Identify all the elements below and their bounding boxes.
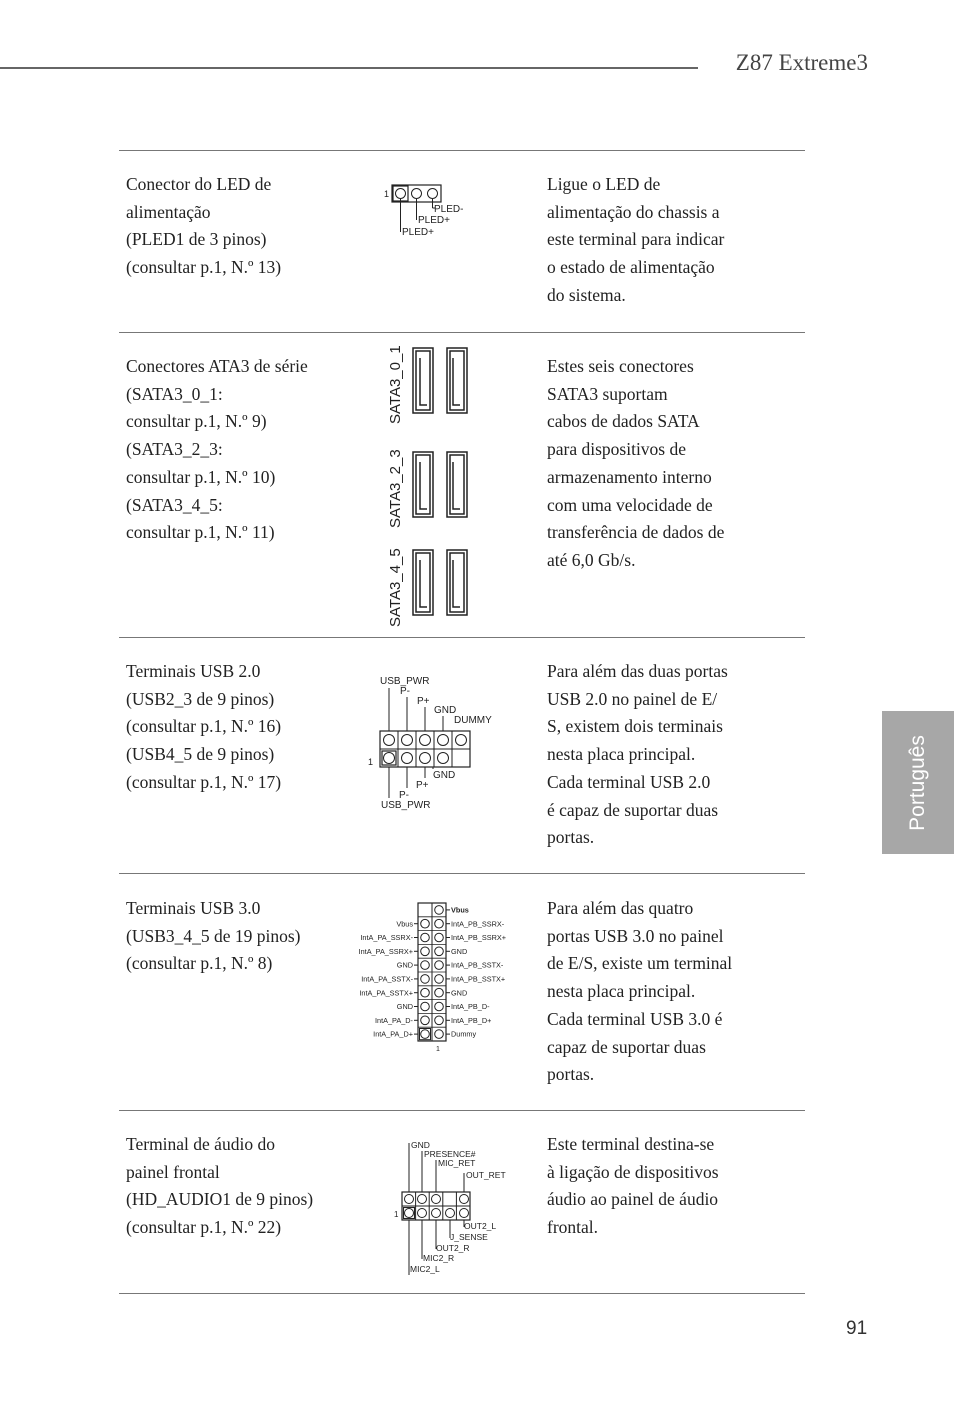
sata-port [447,452,467,517]
pin-label: GND [451,946,468,956]
sata-connector-pair [413,550,467,615]
text-line: (consultar p.1, N.º 17) [126,771,282,792]
table-rule [119,1293,805,1294]
page-number: 91 [846,1318,868,1339]
text-line: (SATA3_0_1: [126,383,223,404]
text-line: Terminais USB 2.0 [126,661,261,681]
pin1-label: 1 [394,1210,399,1219]
text-line: (PLED1 de 3 pinos) [126,229,267,250]
table-rule [119,637,805,638]
usb2-pinout-diagram [362,670,512,815]
text-line: Cada terminal USB 2.0 [547,771,711,792]
text-line: painel frontal [126,1161,220,1182]
table-rule [119,150,805,151]
text-line: consultar p.1, N.º 9) [126,411,267,432]
text-line: (SATA3_2_3: [126,439,223,460]
table-rule [119,332,805,333]
text-line: com uma velocidade de [547,494,713,515]
text-line: (consultar p.1, N.º 13) [126,257,282,278]
text-line: Ligue o LED de [547,174,661,194]
pin-label: IntA_PB_SSRX+ [451,933,506,943]
usb3-explanation [547,895,732,1089]
pin-label: P+ [417,696,430,707]
text-line: frontal. [547,1217,599,1238]
text-line: consultar p.1, N.º 11) [126,522,275,543]
sata-explanation [547,353,724,575]
audio-pinout-diagram [390,1135,520,1280]
sata-port [447,550,467,615]
pin1-label: 1 [368,757,374,767]
audio-description [126,1131,313,1242]
sata-port [413,348,433,413]
text-line: do sistema. [547,284,626,305]
pled-explanation [547,171,724,310]
audio-explanation [547,1131,719,1242]
text-line: (consultar p.1, N.º 22) [126,1217,282,1238]
pled-description [126,171,281,282]
pin-label: IntA_PA_D+ [373,1029,413,1039]
pin-label: Vbus [451,905,469,915]
pin-label: IntA_PA_SSTX+ [359,988,413,998]
text-line: (USB3_4_5 de 19 pinos) [126,925,301,946]
pin-label: J_SENSE [450,1232,488,1242]
text-line: S, existem dois terminais [547,716,723,737]
pin-label: IntA_PB_SSRX- [451,919,505,929]
text-line: (SATA3_4_5: [126,494,223,515]
usb3-pinout-diagram [340,900,530,1055]
text-line: cabos de dados SATA [547,411,700,432]
text-line: até 6,0 Gb/s. [547,549,636,570]
pin-label: PRESENCE# [424,1149,476,1159]
pin-label: MIC_RET [438,1158,476,1168]
text-line: Cada terminal USB 3.0 é [547,1008,723,1029]
sata-connectors-diagram [380,340,480,630]
pin-label: MIC2_R [423,1253,455,1263]
text-line: (USB4_5 de 9 pinos) [126,744,275,765]
language-tab [882,711,954,854]
sata-label: SATA3_2_3 [387,449,404,528]
text-line: de E/S, existe um terminal [547,953,733,974]
pin1-label: 1 [436,1046,440,1053]
text-line: capaz de suportar duas [547,1036,706,1057]
text-line: armazenamento interno [547,466,712,487]
text-line: nesta placa principal. [547,744,696,765]
header-rule [0,67,698,69]
text-line: (USB2_3 de 9 pinos) [126,688,275,709]
pin-label: GND [396,1002,413,1012]
sata-label: SATA3_0_1 [387,345,404,424]
table-rule [119,1110,805,1111]
pin-label: IntA_PA_D- [375,1015,413,1025]
text-line: portas USB 3.0 no painel [547,925,724,946]
pled-pinout-diagram [380,180,480,242]
pin1-label: 1 [384,189,390,199]
text-line: alimentação do chassis a [547,201,720,222]
pin-label: USB_PWR [381,800,431,811]
text-line: (HD_AUDIO1 de 9 pinos) [126,1189,314,1210]
text-line: é capaz de suportar duas [547,799,719,820]
sata-port [413,550,433,615]
model-title: Z87 Extreme3 [735,50,868,75]
text-line: nesta placa principal. [547,981,696,1002]
sata-connector-pair [413,348,467,413]
pin-label: PLED+ [418,215,450,226]
text-line: portas. [547,827,595,848]
text-line: este terminal para indicar [547,229,725,250]
pin-label: P+ [416,780,429,791]
text-line: (consultar p.1, N.º 8) [126,953,273,974]
pin-label: IntA_PA_SSTX- [361,974,413,984]
sata-connector-pair [413,452,467,517]
pin-label: IntA_PB_D+ [451,1015,492,1025]
text-line: áudio ao painel de áudio [547,1189,719,1210]
pin-label: Dummy [451,1029,477,1039]
text-line: Para além das quatro [547,898,694,918]
text-line: para dispositivos de [547,439,687,460]
pin-label: PLED+ [402,227,434,238]
pin-label: MIC2_L [410,1264,440,1274]
text-line: portas. [547,1064,595,1085]
text-line: transferência de dados de [547,522,725,543]
pin-label: P- [399,790,409,801]
pin-label: IntA_PB_SSTX- [451,960,504,970]
text-line: SATA3 suportam [547,383,668,404]
text-line: Estes seis conectores [547,356,694,376]
pin-label: GND [434,705,457,716]
text-line: alimentação [126,201,211,222]
pin-label: IntA_PB_D- [451,1002,490,1012]
pin-label: DUMMY [454,715,492,726]
usb2-description [126,658,281,797]
pin-label: GND [433,770,456,781]
text-line: Terminal de áudio do [126,1134,275,1154]
sata-label: SATA3_4_5 [387,548,404,627]
usb3-description [126,895,301,978]
pin-label: GND [411,1140,430,1150]
language-tab-label: Português [906,734,929,831]
sata-description [126,353,308,547]
text-line: Terminais USB 3.0 [126,898,261,918]
sata-port [413,452,433,517]
text-line: o estado de alimentação [547,257,715,278]
table-rule [119,873,805,874]
pin-label: IntA_PA_SSRX+ [358,946,413,956]
pin-label: OUT2_R [436,1243,470,1253]
pin-label: USB_PWR [380,676,430,687]
pin-label: PLED- [434,204,464,215]
text-line: à ligação de dispositivos [547,1161,719,1182]
pin-label: IntA_PA_SSRX- [360,933,413,943]
text-line: Este terminal destina-se [547,1134,715,1154]
pin-label: OUT2_L [464,1221,497,1231]
text-line: USB 2.0 no painel de E/ [547,688,718,709]
pin-label: IntA_PB_SSTX+ [451,974,506,984]
pin-label: P- [400,686,410,697]
text-line: Para além das duas portas [547,661,728,681]
usb2-explanation [547,658,728,852]
text-line: Conector do LED de [126,174,272,194]
pin-label: GND [451,988,468,998]
sata-port [447,348,467,413]
text-line: consultar p.1, N.º 10) [126,466,276,487]
text-line: (consultar p.1, N.º 16) [126,716,282,737]
pin-label: Vbus [396,919,413,929]
pin-label: GND [396,960,413,970]
text-line: Conectores ATA3 de série [126,356,308,376]
pin-label: OUT_RET [466,1170,506,1180]
